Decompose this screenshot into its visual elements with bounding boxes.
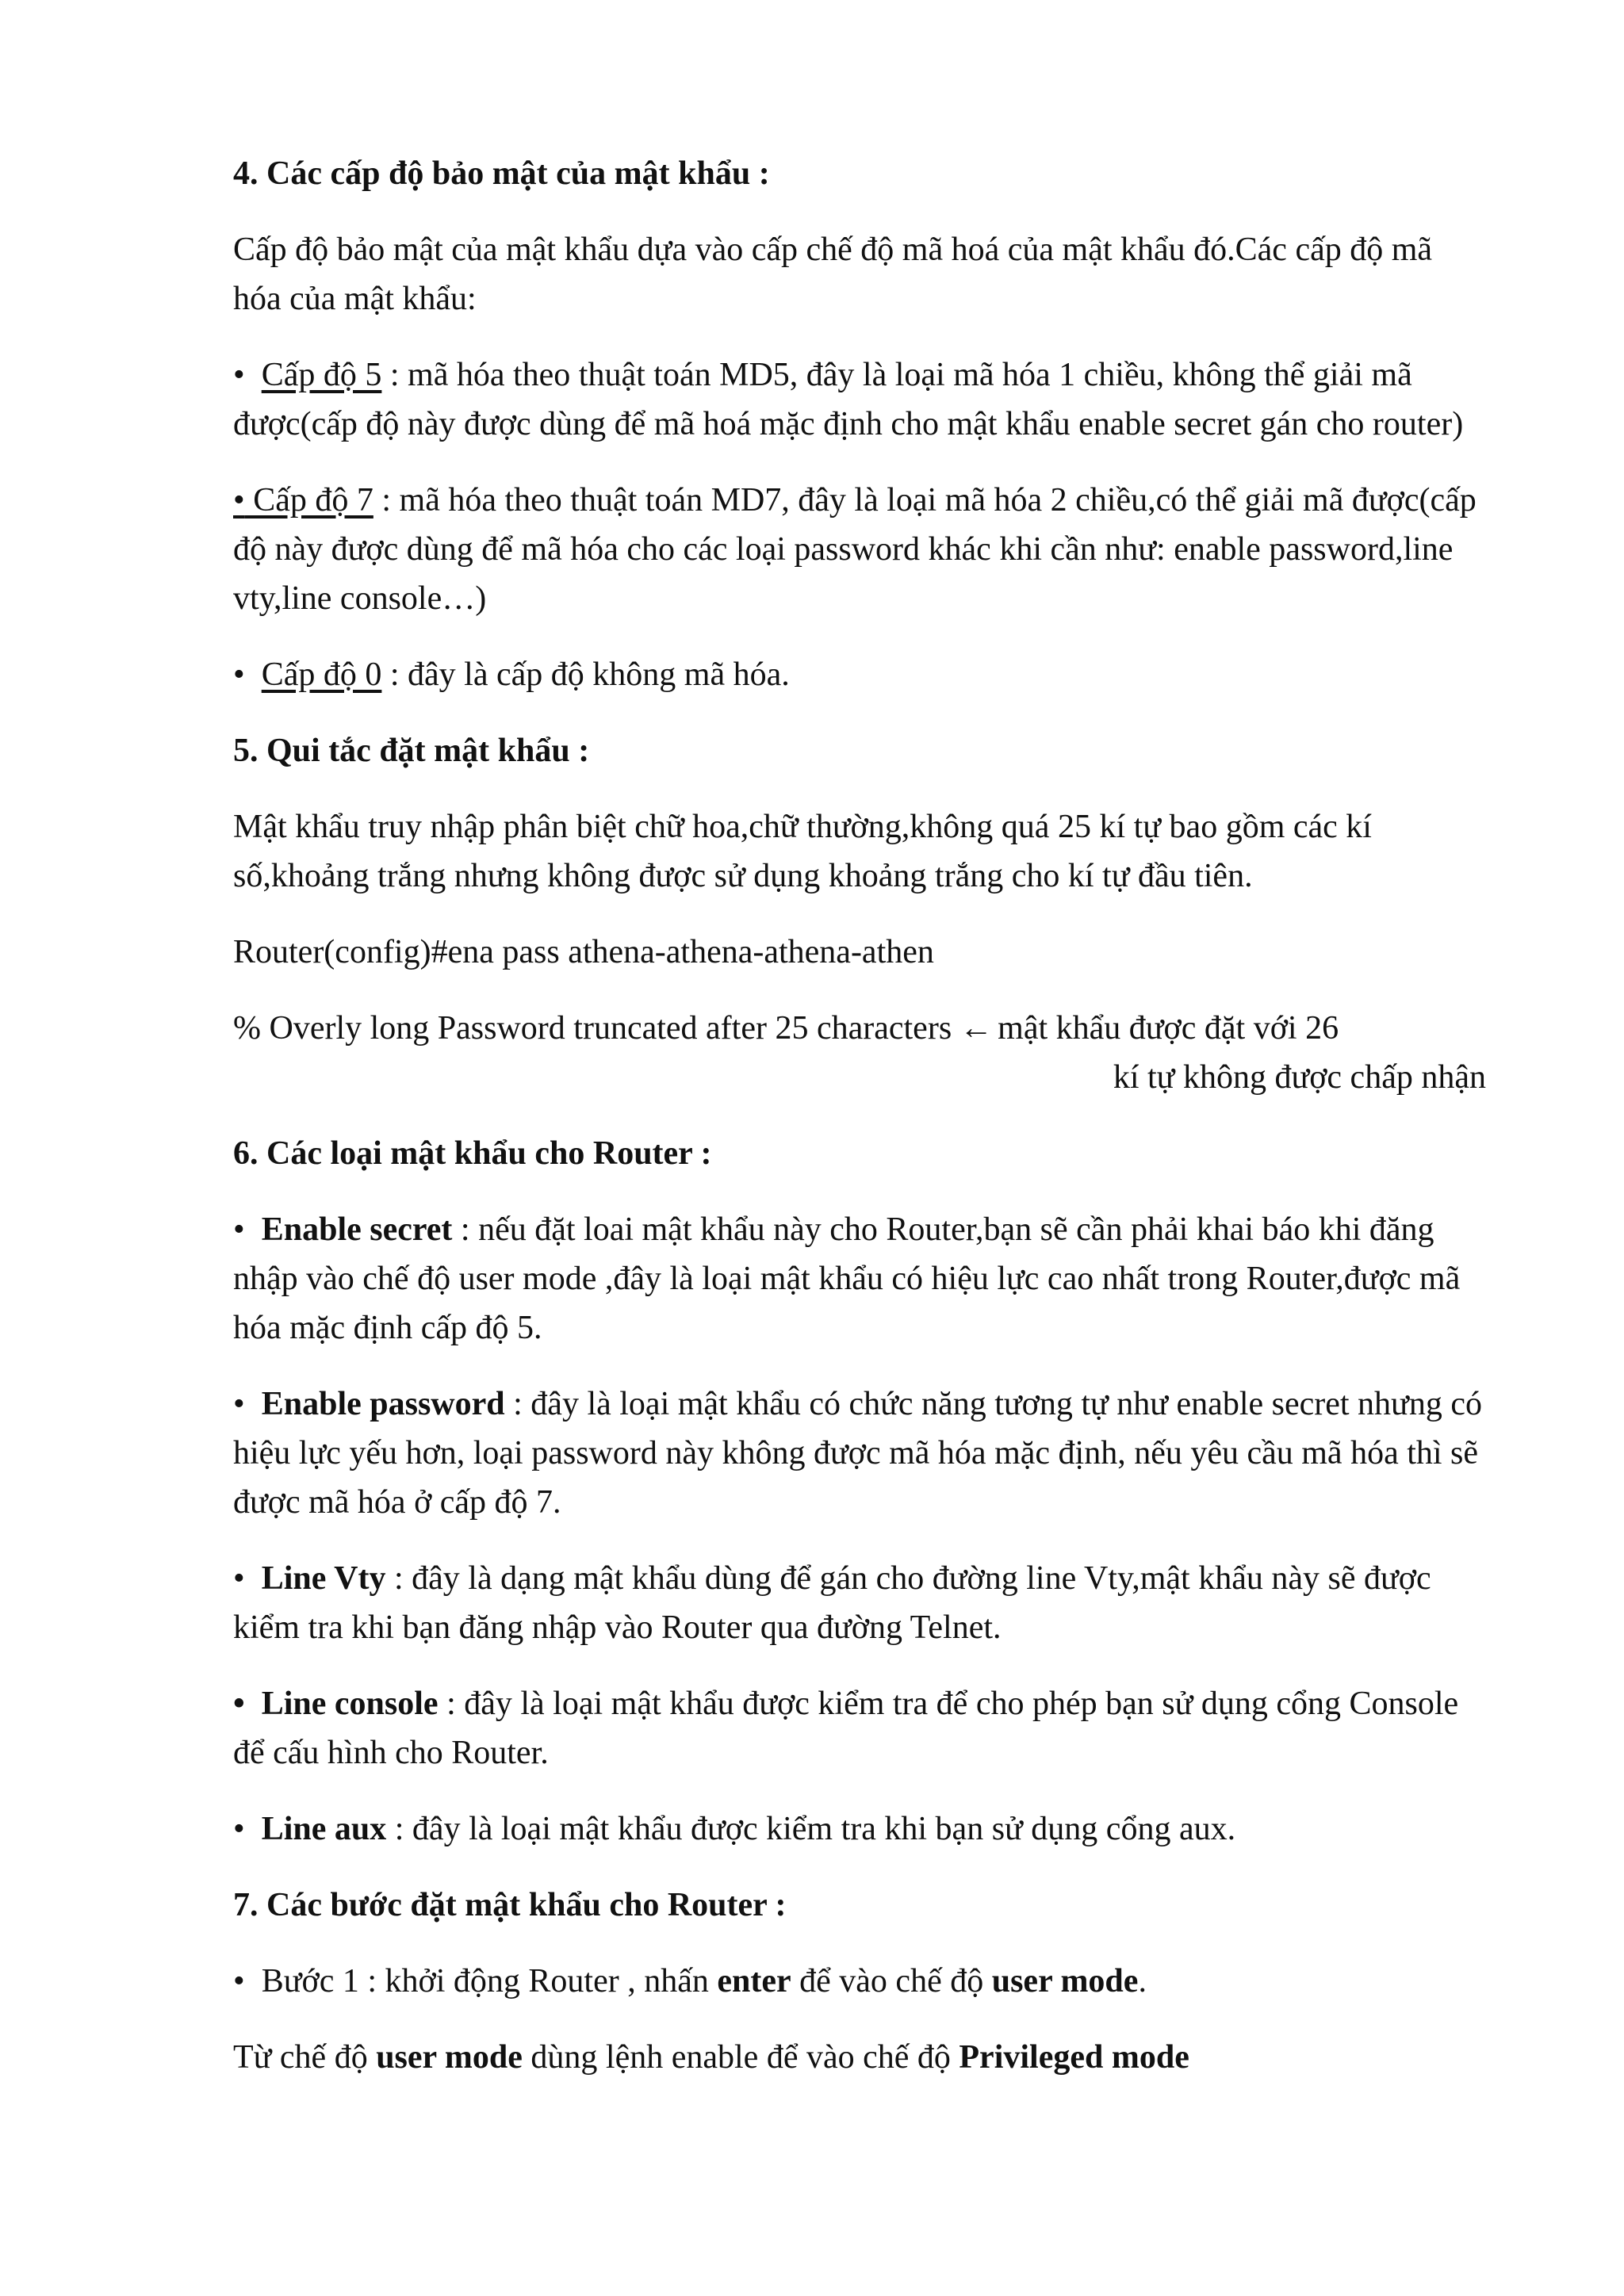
bullet: •: [233, 482, 245, 519]
enable-password-term: Enable password: [261, 1386, 505, 1422]
level-0-item: [233, 650, 1486, 699]
level-7-item: [233, 476, 1486, 623]
level-5-text: : mã hóa theo thuật toán MD5, đây là loại mã hóa 1 chiều, không thể giải mã được(cấp độ này được dùng để mã hoá mặc định cho mật khẩu enable secret gán cho router): [233, 357, 1464, 442]
enable-secret-item: [233, 1205, 1486, 1353]
line-aux-text: : đây là loại mật khẩu được kiểm tra khi bạn sử dụng cổng aux.: [386, 1811, 1236, 1847]
line-2-text-2: dùng lệnh enable để vào chế độ: [522, 2039, 959, 2076]
level-0-text: : đây là cấp độ không mã hóa.: [381, 656, 790, 693]
line-console-text: : đây là loại mật khẩu được kiểm tra để cho phép bạn sử dụng cổng Console để cấu hình cho Router.: [233, 1686, 1459, 1771]
level-0-term: Cấp độ 0: [261, 656, 382, 693]
router-output-block: [233, 1004, 1486, 1102]
output-note: mật khẩu được đặt với 26: [998, 1010, 1339, 1047]
bullet: •: [233, 656, 245, 693]
level-5-term: Cấp độ 5: [261, 357, 382, 393]
section-4-intro: Cấp độ bảo mật của mật khẩu dựa vào cấp chế độ mã hoá của mật khẩu đó.Các cấp độ mã hóa của mật khẩu:: [233, 232, 1433, 317]
section-4-heading: 4. Các cấp độ bảo mật của mật khẩu :: [233, 155, 770, 192]
enable-password-item: [233, 1380, 1486, 1527]
router-output-line: [233, 1004, 1486, 1053]
output-note-continued: kí tự không được chấp nhận: [1113, 1059, 1486, 1096]
line-vty-item: [233, 1554, 1486, 1652]
section-5-intro: Mật khẩu truy nhập phân biệt chữ hoa,chữ thường,không quá 25 kí tự bao gồm các kí số,khoảng trắng nhưng không được sử dụng khoảng trắng cho kí tự đầu tiên.: [233, 809, 1372, 894]
level-7-text: : mã hóa theo thuật toán MD7, đây là loại mã hóa 2 chiều,có thể giải mã được(cấp độ này được dùng để mã hóa cho các loại password khác khi cần như: enable password,line vty,line console…): [233, 482, 1477, 617]
bullet: •: [233, 1686, 245, 1722]
step-1-item: [233, 1957, 1486, 2006]
enable-secret-text: : nếu đặt loai mật khẩu này cho Router,bạn sẽ cần phải khai báo khi đăng nhập vào chế độ user mode ,đây là loại mật khẩu có hiệu lực cao nhất trong Router,được mã hóa mặc định cấp độ 5.: [233, 1211, 1461, 1346]
line-vty-text: : đây là dạng mật khẩu dùng để gán cho đường line Vty,mật khẩu này sẽ được kiểm tra khi bạn đăng nhập vào Router qua đường Telnet.: [233, 1560, 1431, 1646]
section-5-heading: 5. Qui tắc đặt mật khẩu :: [233, 733, 590, 769]
bullet: •: [233, 1560, 245, 1597]
line-console-item: [233, 1679, 1486, 1777]
line-2-text: Từ chế độ: [233, 2039, 377, 2076]
line-console-term: Line console: [261, 1686, 439, 1722]
privileged-mode-term: Privileged mode: [959, 2039, 1189, 2076]
section-6-heading: 6. Các loại mật khẩu cho Router :: [233, 1135, 712, 1172]
step-1-text: Bước 1 : khởi động Router , nhấn: [261, 1963, 718, 1999]
router-command: Router(config)#ena pass athena-athena-athena-athen: [233, 934, 934, 970]
left-arrow-icon: ←: [959, 1010, 994, 1047]
router-output: % Overly long Password truncated after 25 characters: [233, 1010, 952, 1047]
section-7-heading: 7. Các bước đặt mật khẩu cho Router :: [233, 1887, 787, 1923]
bullet: •: [233, 1211, 245, 1248]
privileged-mode-line: [233, 2033, 1486, 2082]
bullet: •: [233, 1386, 245, 1422]
user-mode-term: user mode: [991, 1963, 1139, 1999]
user-mode-term-2: user mode: [376, 2039, 523, 2076]
step-1-period: .: [1138, 1963, 1147, 1999]
level-7-term: Cấp độ 7: [244, 482, 373, 519]
step-1-text-2: để vào chế độ: [791, 1963, 992, 1999]
level-5-item: [233, 350, 1486, 449]
line-aux-term: Line aux: [261, 1811, 387, 1847]
bullet: •: [233, 1811, 245, 1847]
bullet: •: [233, 357, 245, 393]
bullet: •: [233, 1963, 245, 1999]
document-content: [233, 149, 1486, 2109]
enter-key-term: enter: [717, 1963, 791, 1999]
line-aux-item: [233, 1804, 1486, 1854]
enable-password-text: : đây là loại mật khẩu có chức năng tương tự như enable secret nhưng có hiệu lực yếu hơn, loại password này không được mã hóa mặc định, nếu yêu cầu mã hóa thì sẽ được mã hóa ở cấp độ 7.: [233, 1386, 1482, 1521]
line-vty-term: Line Vty: [261, 1560, 386, 1597]
enable-secret-term: Enable secret: [261, 1211, 453, 1248]
